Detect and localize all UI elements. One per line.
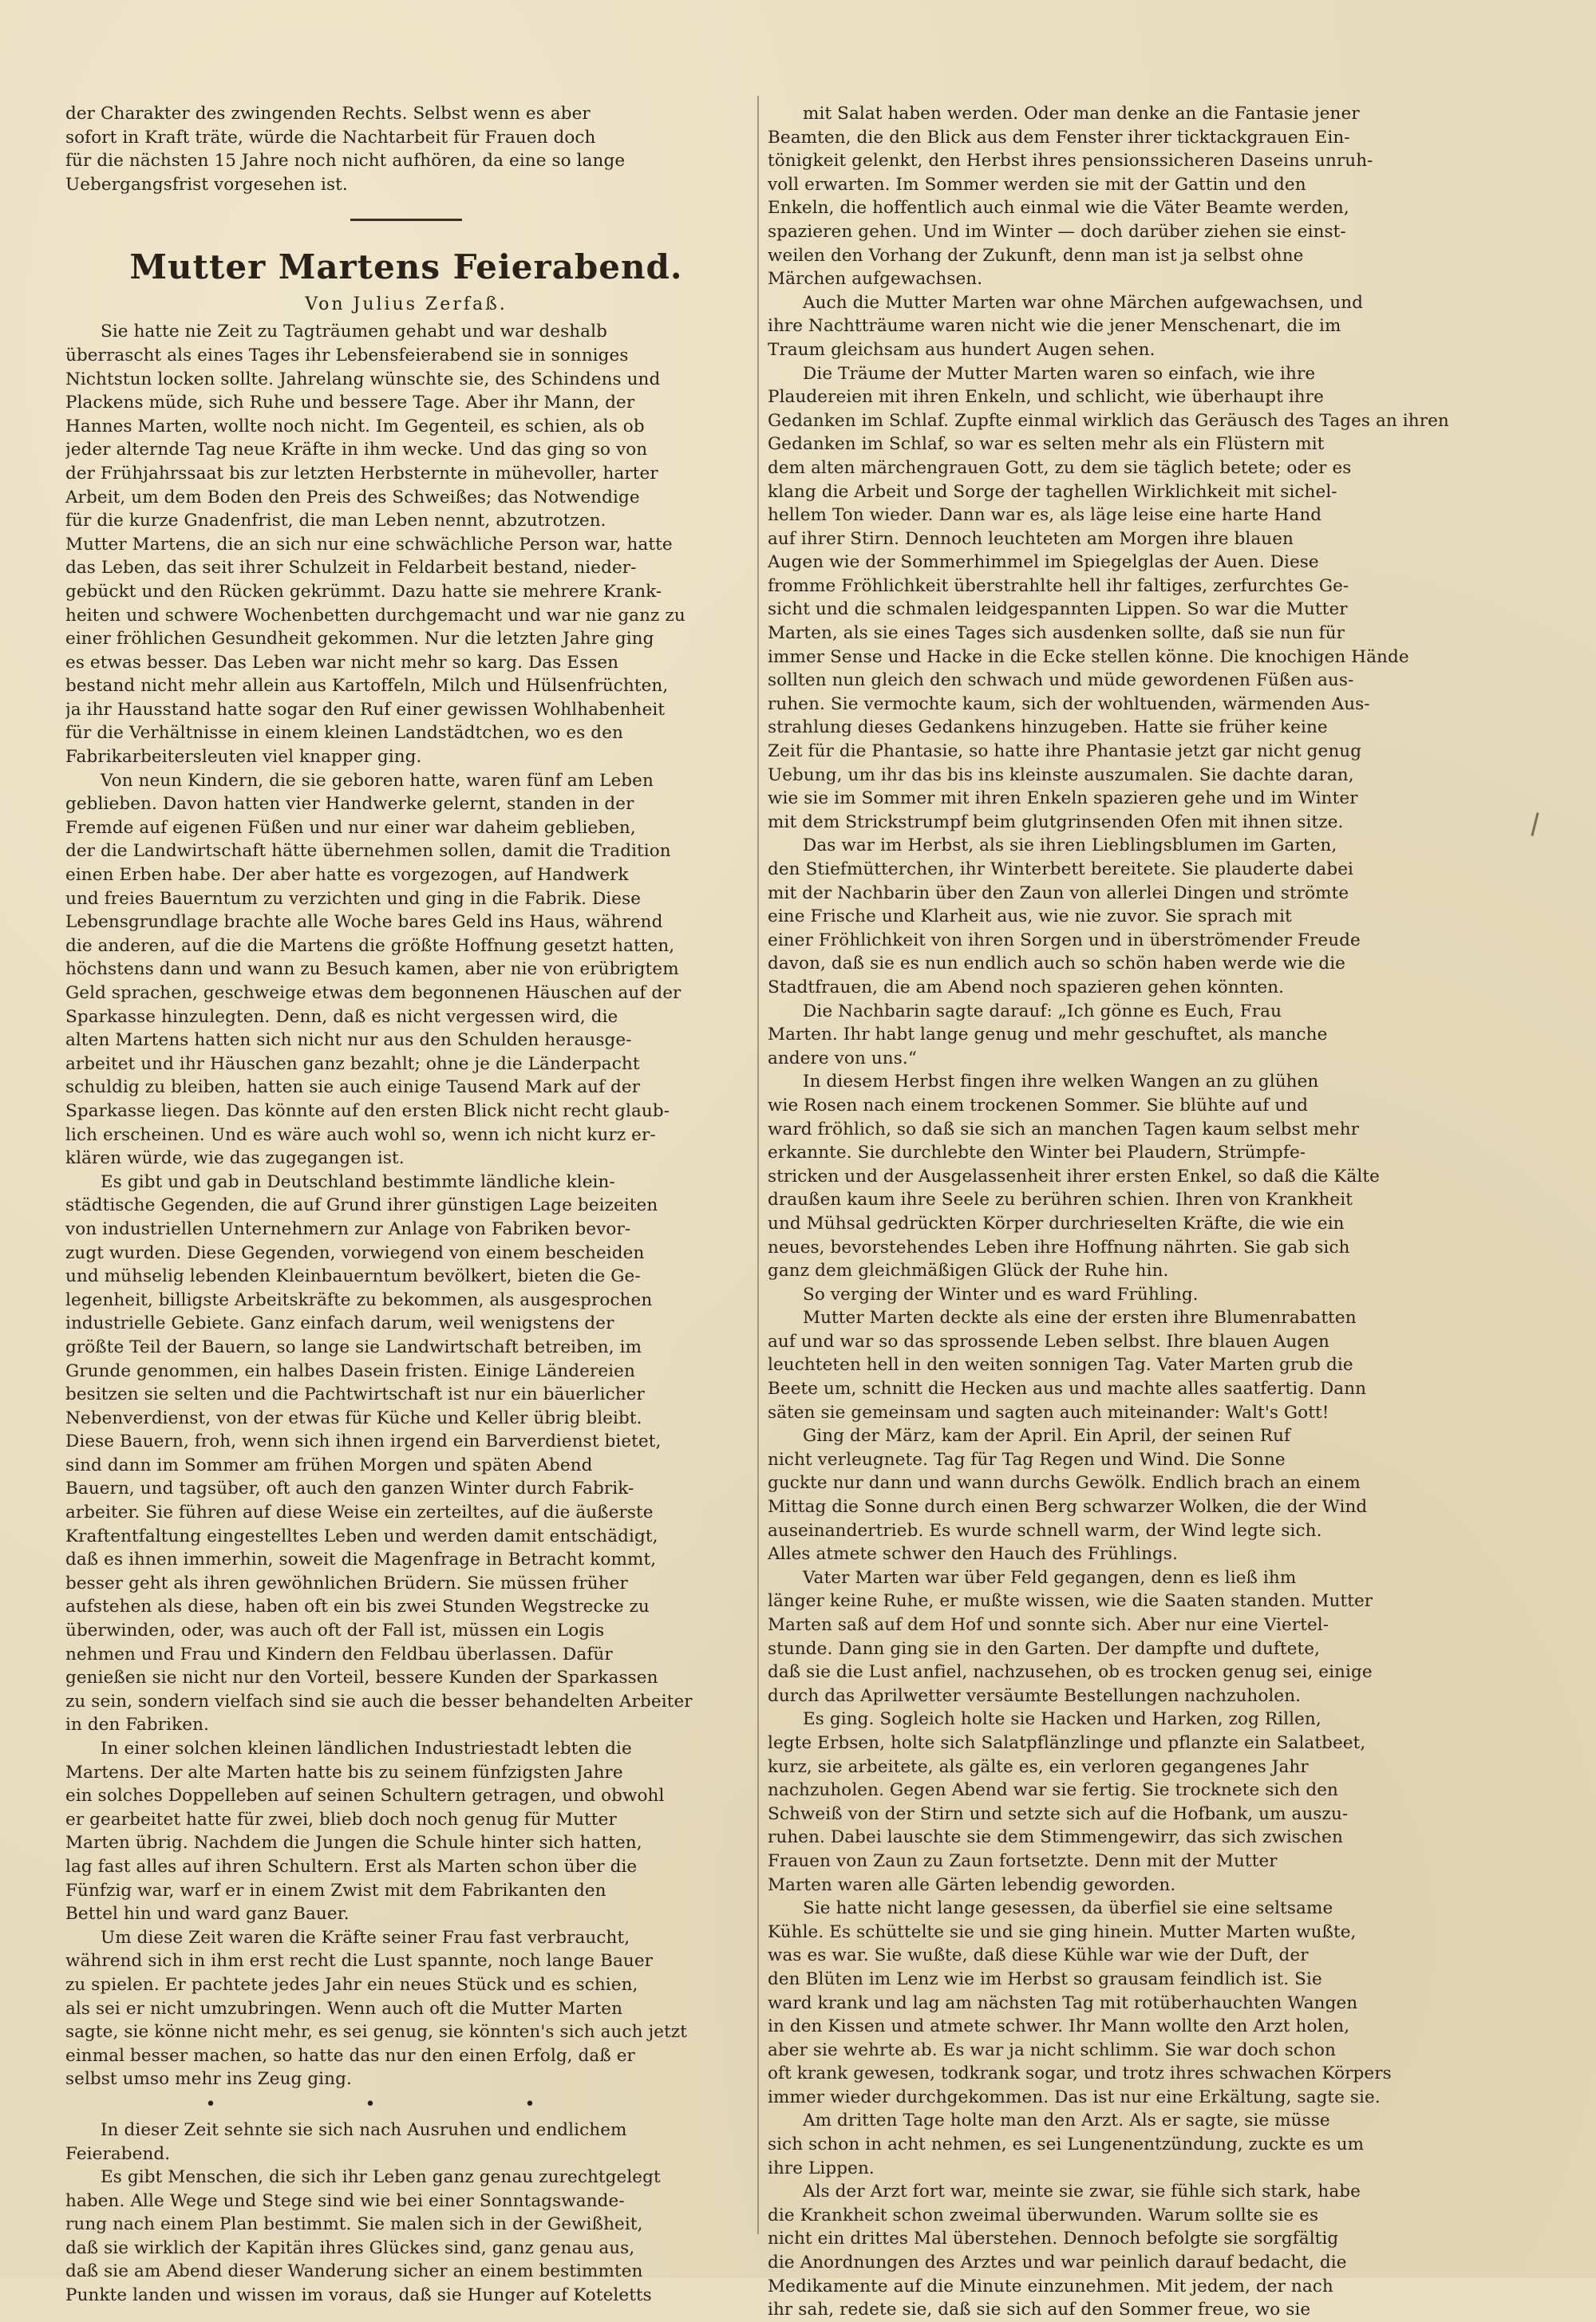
text-line: für die Verhältnisse in einem kleinen Landstädtchen, wo es den [65,723,623,744]
text-line: oft krank gewesen, todkrank sogar, und trotz ihres schwachen Körpers [768,2063,1392,2084]
text-line: auf ihrer Stirn. Dennoch leuchteten am Morgen ihre blauen [768,528,1294,549]
text-line: daß es ihnen immerhin, soweit die Magenfrage in Betracht kommt, [65,1550,657,1570]
text-line: was es war. Sie wußte, daß diese Kühle war wie der Duft, der [768,1945,1309,1966]
text-line: in den Fabriken. [65,1715,209,1736]
text-line: arbeitet und ihr Häuschen ganz bezahlt; ohne je die Länderpacht [65,1053,640,1074]
text-line: Marten, als sie eines Tages sich ausdenken sollte, daß sie nun für [768,623,1345,644]
text-line: Bauern, und tagsüber, oft auch den ganzen Winter durch Fabrik- [65,1479,634,1499]
text-line: Zeit für die Phantasie, so hatte ihre Phantasie jetzt gar nicht genug [768,741,1362,762]
text-line: Auch die Mutter Marten war ohne Märchen aufgewachsen, und [803,292,1364,313]
text-line: selbst umso mehr ins Zeug ging. [65,2069,352,2090]
paragraph [768,1070,1456,1282]
text-line: erkannte. Sie durchlebte den Winter bei Plaudern, Strümpfe- [768,1143,1306,1163]
text-line: In dieser Zeit sehnte sie sich nach Ausruhen und endlichem [101,2119,627,2140]
text-line: die Anordnungen des Arztes und war peinlich darauf bedacht, die [768,2253,1347,2273]
text-line: Punkte landen und wissen im voraus, daß sie Hunger auf Koteletts [65,2285,652,2306]
text-line: andere von uns.“ [768,1048,917,1068]
text-line: klären würde, wie das zugegangen ist. [65,1148,405,1169]
text-line: Fabrikarbeitersleuten viel knapper ging. [65,747,422,768]
text-line: immer Sense und Hacke in die Ecke stellen könne. Die knochigen Hände [768,646,1409,667]
text-line: Die Nachbarin sagte darauf: „Ich gönne es Euch, Frau [803,1001,1282,1021]
text-line: die anderen, auf die die Martens die größte Hoffnung gesetzt hatten, [65,935,675,956]
text-line: nachzuholen. Gegen Abend war sie fertig. Sie trocknete sich den [768,1780,1338,1801]
text-line: Schweiß von der Stirn und setzte sich auf die Hofbank, um auszu- [768,1803,1349,1824]
text-line: Mutter Martens, die an sich nur eine schwächliche Person war, hatte [65,534,673,555]
paragraph [65,1926,747,2091]
text-line: sich schon in acht nehmen, es sei Lungenentzündung, zuckte es um [768,2134,1365,2155]
text-line: Nichtstun locken sollte. Jahrelang wünschte sie, des Schindens und [65,369,661,389]
text-line: ganz dem gleichmäßigen Glück der Ruhe hin. [768,1261,1169,1281]
paragraph [768,1000,1456,1071]
section-separator: • • • [205,2094,607,2115]
text-line: Marten. Ihr habt lange genug und mehr geschuftet, als manche [768,1025,1328,1045]
text-line: Arbeit, um dem Boden den Preis des Schweißes; das Notwendige [65,487,640,507]
text-line: geblieben. Davon hatten vier Handwerke gelernt, standen in der [65,794,634,815]
text-line: für die kurze Gnadenfrist, die man Leben nennt, abzutrotzen. [65,511,606,531]
paragraph [768,291,1456,362]
text-line: ward fröhlich, so daß sie sich an manchen Tagen kaum selbst mehr [768,1119,1360,1139]
text-line: sollten nun gleich den schwach und müde gewordenen Füßen aus- [768,670,1354,691]
text-line: Augen wie der Sommerhimmel im Spiegelglas der Auen. Diese [768,552,1319,573]
article-body-right [768,102,1456,2322]
text-line: Marten saß auf dem Hof und sonnte sich. Aber nur eine Viertel- [768,1615,1329,1635]
text-line: daß sie am Abend dieser Wanderung sicher an einem bestimmten [65,2261,643,2282]
text-line: säten sie gemeinsam und sagten auch miteinander: Walt's Gott! [768,1402,1329,1423]
text-line: hellem Ton wieder. Dann war es, als läge leise eine harte Hand [768,505,1322,526]
text-line: nehmen und Frau und Kindern den Feldbau überlassen. Dafür [65,1644,613,1664]
text-line: Fünfzig war, warf er in einem Zwist mit dem Fabrikanten den [65,1880,606,1901]
text-line: wie Rosen nach einem trockenen Sommer. Sie blühte auf und [768,1095,1309,1116]
text-line: lag fast alles auf ihren Schultern. Erst als Marten schon über die [65,1856,638,1877]
text-line: nicht ein drittes Mal überstehen. Dennoch befolgte sie sorgfältig [768,2229,1339,2249]
text-line: weilen den Vorhang der Zukunft, denn man ist ja selbst ohne [768,245,1304,266]
text-line: durch das Aprilwetter versäumte Bestellungen nachzuholen. [768,1685,1302,1706]
text-line: Ging der März, kam der April. Ein April, der seinen Ruf [803,1426,1291,1447]
text-line: zugt wurden. Diese Gegenden, vorwiegend von einem bescheiden [65,1242,645,1263]
text-line: Diese Bauern, froh, wenn sich ihnen irgend ein Barverdienst bietet, [65,1432,662,1452]
text-line: das Leben, das seit ihrer Schulzeit in Feldarbeit bestand, nieder- [65,558,637,579]
text-line: ihre Lippen. [768,2158,875,2178]
text-line: Plaudereien mit ihren Enkeln, und schlicht, wie überhaupt ihre [768,387,1324,408]
text-line: industrielle Gebiete. Ganz einfach darum, weil wenigstens der [65,1313,614,1334]
article-body-left [65,320,747,2091]
text-line: spazieren gehen. Und im Winter — doch darüber ziehen sie einst- [768,221,1346,242]
text-line: daß sie wirklich der Kapitän ihres Glückes sind, ganz genau aus, [65,2237,635,2258]
text-line: immer wieder durchgekommen. Das ist nur eine Erkältung, sagte sie. [768,2087,1381,2107]
text-line: legte Erbsen, holte sich Salatpflänzlinge und pflanzte ein Salatbeet, [768,1732,1366,1753]
text-line: neues, bevorstehendes Leben ihre Hoffnung nährten. Sie gab sich [768,1237,1350,1258]
text-line: sagte, sie könne nicht mehr, es sei genug, sie könnten's sich auch jetzt [65,2022,687,2043]
text-line: den Blüten im Lenz wie im Herbst so grausam feindlich ist. Sie [768,1969,1322,1989]
text-line: von industriellen Unternehmern zur Anlage von Fabriken bevor- [65,1218,631,1239]
text-line: Vater Marten war über Feld gegangen, denn es ließ ihm [803,1567,1297,1588]
paragraph [65,1171,747,1737]
text-line: bestand nicht mehr allein aus Kartoffeln, Milch und Hülsenfrüchten, [65,676,669,697]
article-title: Mutter Martens Feierabend. [129,247,683,287]
text-line: ward krank und lag am nächsten Tag mit rotüberhauchten Wangen [768,1992,1358,2013]
paragraph [768,1566,1456,1708]
article-separator-rule [350,219,462,221]
text-line: Es gibt Menschen, die sich ihr Leben ganz genau zurechtgelegt [101,2167,661,2188]
text-line: Es ging. Sogleich holte sie Hacken und Harken, zog Rillen, [803,1709,1321,1730]
paragraph [768,1283,1456,1307]
paragraph [768,2180,1456,2322]
text-line: aufstehen als diese, haben oft ein bis zwei Stunden Wegstrecke zu [65,1597,650,1617]
text-line: kurz, sie arbeitete, als gälte es, ein verloren gegangenes Jahr [768,1756,1309,1777]
text-line: für die nächsten 15 Jahre noch nicht aufhören, da eine so lange [65,151,626,172]
text-line: lich erscheinen. Und es wäre auch wohl so, wenn ich nicht kurz er- [65,1124,656,1145]
text-line: legenheit, billigste Arbeitskräfte zu bekommen, als ausgesprochen [65,1289,653,1310]
text-line: Kraftentfaltung eingestelltes Leben und werden damit entschädigt, [65,1526,658,1546]
text-line: Bettel hin und ward ganz Bauer. [65,1904,350,1925]
text-line: voll erwarten. Im Sommer werden sie mit der Gattin und den [768,174,1306,195]
text-line: Plackens müde, sich Ruhe und bessere Tage. Aber ihr Mann, der [65,393,635,413]
text-line: Mutter Marten deckte als eine der ersten ihre Blumenrabatten [803,1308,1357,1329]
text-line: leuchteten hell in den weiten sonnigen Tag. Vater Marten grub die [768,1355,1353,1376]
text-line: städtische Gegenden, die auf Grund ihrer günstigen Lage beizeiten [65,1195,658,1216]
text-line: Gedanken im Schlaf, so war es selten mehr als ein Flüstern mit [768,434,1325,455]
text-line: der die Landwirtschaft hätte übernehmen sollen, damit die Tradition [65,841,671,862]
paragraph [65,2119,747,2166]
text-line: sicht und die schmalen leidgespannten Lippen. So war die Mutter [768,599,1348,620]
paragraph [768,1708,1456,1897]
text-line: einer fröhlichen Gesundheit gekommen. Nur die letzten Jahre ging [65,629,654,650]
text-line: auseinandertrieb. Es wurde schnell warm, der Wind legte sich. [768,1520,1322,1541]
column-divider [757,96,759,2234]
text-line: Mittag die Sonne durch einen Berg schwarzer Wolken, die der Wind [768,1497,1368,1518]
text-line: arbeiter. Sie führen auf diese Weise ein zerteiltes, auf die äußerste [65,1503,654,1523]
text-line: Lebensgrundlage brachte alle Woche bares Geld ins Haus, während [65,912,663,933]
text-line: tönigkeit gelenkt, den Herbst ihres pensionssicheren Daseins unruh- [768,151,1373,172]
text-line: Martens. Der alte Marten hatte bis zu seinem fünfzigsten Jahre [65,1762,623,1783]
text-line: Nebenverdienst, von der etwas für Küche und Keller übrig bleibt. [65,1408,642,1428]
text-line: guckte nur dann und wann durchs Gewölk. Endlich brach an einem [768,1473,1361,1494]
text-line: Als der Arzt fort war, meinte sie zwar, sie fühle sich stark, habe [803,2182,1361,2202]
paragraph [768,1897,1456,2109]
text-line: als sei er nicht umzubringen. Wenn auch oft die Mutter Marten [65,1998,623,2019]
text-line: Grunde genommen, ein halbes Dasein fristen. Einige Ländereien [65,1360,635,1381]
paragraph [768,2109,1456,2180]
text-line: daß sie die Lust anfiel, nachzusehen, ob es trocken genug sei, einige [768,1662,1373,1683]
paragraph [768,102,1456,291]
text-line: stunde. Dann ging sie in den Garten. Der dampfte und duftete, [768,1638,1321,1659]
text-line: der Frühjahrssaat bis zur letzten Herbsternte in mühevoller, harter [65,463,658,484]
text-line: und Mühsal gedrückten Körper durchrieselten Kräfte, die wie ein [768,1213,1345,1234]
text-line: Am dritten Tage holte man den Arzt. Als er sagte, sie müsse [803,2111,1330,2131]
text-line: strahlung dieses Gedankens hinzugeben. Hatte sie früher keine [768,717,1328,738]
text-line: haben. Alle Wege und Stege sind wie bei einer Sonntagswande- [65,2190,625,2211]
paragraph [65,320,747,768]
text-line: Frauen von Zaun zu Zaun fortsetzte. Denn mit der Mutter [768,1850,1278,1871]
text-line: die Krankheit schon zweimal überwunden. Warum sollte sie es [768,2205,1319,2225]
text-line: Medikamente auf die Minute einzunehmen. Mit jedem, der nach [768,2276,1333,2296]
text-line: Fremde auf eigenen Füßen und nur einer war daheim geblieben, [65,817,636,838]
text-line: ihre Nachtträume waren nicht wie die jener Menschenart, die im [768,316,1341,337]
text-line: jeder alternde Tag neue Kräfte in ihm wecke. Und das ging so von [65,440,648,460]
paragraph [768,1424,1456,1566]
text-line: Alles atmete schwer den Hauch des Frühlings. [768,1544,1178,1565]
text-line: draußen kaum ihre Seele zu berühren schien. Ihren von Krankheit [768,1190,1353,1210]
text-line: Um diese Zeit waren die Kräfte seiner Frau fast verbraucht, [101,1927,630,1948]
text-line: So verging der Winter und es ward Frühling. [803,1284,1199,1305]
text-line: Uebergangsfrist vorgesehen ist. [65,174,348,195]
text-line: mit Salat haben werden. Oder man denke an die Fantasie jener [803,104,1360,124]
text-line: mit dem Strickstrumpf beim glutgrinsenden Ofen mit ihnen sitze. [768,812,1344,832]
text-line: höchstens dann und wann zu Besuch kamen, aber nie von erübrigtem [65,959,679,980]
text-line: überrascht als eines Tages ihr Lebensfeierabend sie in sonniges [65,345,629,365]
text-line: Enkeln, die hoffentlich auch einmal wie die Väter Beamte werden, [768,198,1349,219]
text-line: es etwas besser. Das Leben war nicht mehr so karg. Das Essen [65,652,619,673]
text-line: alten Martens hatten sich nicht nur aus den Schulden herausge- [65,1030,632,1051]
paragraph [65,2166,747,2308]
text-line: davon, daß sie es nun endlich auch so schön haben werde wie die [768,954,1346,974]
text-line: Beamten, die den Blick aus dem Fenster ihrer ticktackgrauen Ein- [768,127,1350,148]
article-byline: Von Julius Zerfaß. [305,294,508,315]
text-line: Hannes Marten, wollte noch nicht. Im Gegenteil, es schien, als ob [65,416,645,436]
text-line: Stadtfrauen, die am Abend noch spazieren gehen könnten. [768,977,1285,997]
text-line: Marten waren alle Gärten lebendig geworden. [768,1874,1176,1895]
text-line: ruhen. Sie vermochte kaum, sich der wohltuenden, wärmenden Aus- [768,693,1370,714]
text-line: einer Fröhlichkeit von ihren Sorgen und in überströmender Freude [768,930,1361,950]
text-line: Das war im Herbst, als sie ihren Lieblingsblumen im Garten, [803,835,1337,856]
text-line: er gearbeitet hatte für zwei, blieb doch noch genug für Mutter [65,1809,617,1830]
text-line: Sparkasse liegen. Das könnte auf den ersten Blick nicht recht glaub- [65,1100,670,1121]
text-line: genießen sie nicht nur den Vorteil, bessere Kunden der Sparkassen [65,1668,658,1688]
text-line: rung nach einem Plan bestimmt. Sie malen sich in der Gewißheit, [65,2214,643,2235]
text-line: In einer solchen kleinen ländlichen Industriestadt lebten die [101,1739,632,1759]
text-line: größte Teil der Bauern, so lange sie Landwirtschaft betreiben, im [65,1337,642,1357]
text-line: In diesem Herbst fingen ihre welken Wangen an zu glühen [803,1072,1319,1092]
text-line: Sie hatte nie Zeit zu Tagträumen gehabt und war deshalb [101,322,607,342]
text-line: der Charakter des zwingenden Rechts. Selbst wenn es aber [65,104,591,124]
text-line: Traum gleichsam aus hundert Augen sehen. [768,339,1156,360]
text-line: sofort in Kraft träte, würde die Nachtarbeit für Frauen doch [65,127,596,148]
text-line: auf und war so das sprossende Leben selbst. Ihre blauen Augen [768,1331,1329,1352]
paragraph [768,1306,1456,1424]
text-line: Feierabend. [65,2143,171,2164]
text-line: schuldig zu bleiben, hatten sie auch einige Tausend Mark auf der [65,1077,641,1098]
text-line: eine Frische und Klarheit aus, wie nie zuvor. Sie sprach mit [768,906,1292,927]
text-line: besitzen sie selten und die Pachtwirtschaft ist nur ein bäuerlicher [65,1384,645,1405]
text-line: klang die Arbeit und Sorge der taghellen Wirklichkeit mit sichel- [768,481,1337,502]
text-line: Kühle. Es schüttelte sie und sie ging hinein. Mutter Marten wußte, [768,1921,1357,1942]
text-line: Geld sprachen, geschweige etwas dem begonnenen Häuschen auf der [65,983,681,1003]
text-line: ihr sah, redete sie, daß sie sich auf den Sommer freue, wo sie [768,2300,1311,2320]
text-line: ein solches Doppelleben auf seinen Schultern getragen, und obwohl [65,1786,665,1807]
text-line: Von neun Kindern, die sie geboren hatte, waren fünf am Leben [101,770,654,791]
text-line: länger keine Ruhe, er mußte wissen, wie die Saaten standen. Mutter [768,1591,1373,1612]
text-line: wie sie im Sommer mit ihren Enkeln spazieren gehe und im Winter [768,788,1358,809]
text-line: ja ihr Hausstand hatte sogar den Ruf einer gewissen Wohlhabenheit [65,699,666,720]
preceding-article-ending [65,102,747,196]
text-line: fromme Fröhlichkeit überstrahlte hell ihr faltiges, zerfurchtes Ge- [768,575,1349,596]
text-line: aber sie wehrte ab. Es war ja nicht schlimm. Sie war doch schon [768,2040,1336,2060]
text-line: und mühselig lebenden Kleinbauerntum bevölkert, bieten die Ge- [65,1266,641,1287]
text-line: zu sein, sondern vielfach sind sie auch die besser behandelten Arbeiter [65,1691,693,1712]
text-line: einmal besser machen, so hatte das nur den einen Erfolg, daß er [65,2045,635,2066]
text-line: Sparkasse hinzulegten. Denn, daß es nicht vergessen wird, die [65,1006,618,1027]
text-line: den Stiefmütterchen, ihr Winterbett bereitete. Sie plauderte dabei [768,859,1353,879]
text-line: mit der Nachbarin über den Zaun von allerlei Dingen und strömte [768,883,1349,903]
text-line: während sich in ihm erst recht die Lust spannte, noch lange Bauer [65,1951,654,1972]
paragraph [768,362,1456,835]
text-line: stricken und der Ausgelassenheit ihrer ersten Enkel, so daß die Kälte [768,1166,1380,1187]
text-line: nicht verleugnete. Tag für Tag Regen und Wind. Die Sonne [768,1449,1286,1470]
paragraph [768,834,1456,999]
paragraph [65,769,747,1171]
text-line: Sie hatte nicht lange gesessen, da überfiel sie eine seltsame [803,1898,1333,1919]
text-line: dem alten märchengrauen Gott, zu dem sie täglich betete; oder es [768,457,1352,478]
right-column [768,102,1456,2322]
text-line: zu spielen. Er pachtete jedes Jahr ein neues Stück und es schien, [65,1974,638,1995]
text-line: Die Träume der Mutter Marten waren so einfach, wie ihre [803,363,1316,384]
text-line: gebückt und den Rücken gekrümmt. Dazu hatte sie mehrere Krank- [65,581,662,602]
text-line: Es gibt und gab in Deutschland bestimmte ländliche klein- [101,1171,615,1192]
text-line: sind dann im Sommer am frühen Morgen und späten Abend [65,1455,593,1475]
text-line: Märchen aufgewachsen. [768,269,983,290]
text-line: überwinden, oder, was auch oft der Fall ist, müssen ein Logis [65,1621,605,1641]
text-line: ruhen. Dabei lauschte sie dem Stimmengewirr, das sich zwischen [768,1827,1343,1848]
article-body-left-continued [65,2119,747,2308]
text-line: besser geht als ihren gewöhnlichen Brüdern. Sie müssen früher [65,1573,628,1593]
text-line: Gedanken im Schlaf. Zupfte einmal wirklich das Geräusch des Tages an ihren [768,410,1449,431]
text-line: einen Erben habe. Der aber hatte es vorgezogen, auf Handwerk [65,865,629,886]
text-line: Marten übrig. Nachdem die Jungen die Schule hinter sich hatten, [65,1833,642,1854]
text-line: heiten und schwere Wochenbetten durchgemacht und war nie ganz zu [65,605,685,626]
paragraph [65,1737,747,1926]
text-line: Beete um, schnitt die Hecken aus und machte alles saatfertig. Dann [768,1379,1367,1400]
text-line: Uebung, um ihr das bis ins kleinste auszumalen. Sie dachte daran, [768,764,1354,785]
pencil-mark [1531,812,1539,836]
text-line: und freies Bauerntum zu verzichten und ging in die Fabrik. Diese [65,888,642,909]
left-column [65,102,747,2308]
text-line: in den Kissen und atmete schwer. Ihr Mann wollte den Arzt holen, [768,2016,1350,2037]
